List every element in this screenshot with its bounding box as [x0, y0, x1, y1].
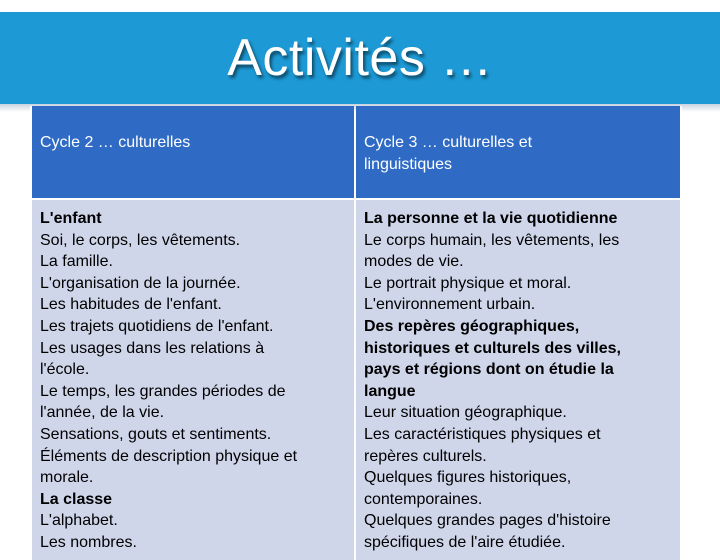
table-line: Les nombres.	[40, 533, 137, 551]
table-line: Le temps, les grandes périodes de	[40, 382, 286, 400]
table-line: l'année, de la vie.	[40, 404, 165, 422]
table-line: contemporaines.	[364, 490, 483, 508]
table-line: pays et régions dont on étudie la	[364, 361, 614, 379]
table-line: Soi, le corps, les vêtements.	[40, 231, 241, 249]
table-line: Les habitudes de l'enfant.	[40, 296, 222, 314]
table-line: Éléments de description physique et	[40, 447, 298, 465]
table-line: Quelques grandes pages d'histoire	[364, 512, 611, 530]
table-line: modes de vie.	[364, 253, 464, 271]
table-line: Le portrait physique et moral.	[364, 274, 572, 292]
table-line: l'école.	[40, 361, 90, 379]
header-cycle-2	[32, 106, 354, 198]
table-line: L'environnement urbain.	[364, 296, 536, 314]
cycle-2-content	[32, 200, 354, 560]
table-line: L'enfant	[40, 210, 102, 227]
table-line: Les caractéristiques physiques et	[364, 425, 601, 443]
table-line: La personne et la vie quotidienne	[364, 210, 618, 227]
header-line: linguistiques	[364, 155, 453, 173]
table-line: Sensations, gouts et sentiments.	[40, 425, 272, 443]
table-line: Les usages dans les relations à	[40, 339, 265, 357]
table-line: La famille.	[40, 253, 113, 271]
table-line: Quelques figures historiques,	[364, 469, 572, 487]
table-line: spécifiques de l'aire étudiée.	[364, 533, 566, 551]
table-line: langue	[364, 382, 416, 400]
header-cycle-3	[356, 106, 680, 198]
table-line: L'alphabet.	[40, 512, 118, 530]
slide-title: Activités …	[227, 29, 493, 87]
table-line: Leur situation géographique.	[364, 404, 567, 422]
table-line: morale.	[40, 469, 94, 487]
table-line: Des repères géographiques,	[364, 317, 580, 335]
activities-table	[30, 106, 682, 551]
table-line: Les trajets quotidiens de l'enfant.	[40, 317, 274, 335]
table-line: La classe	[40, 490, 113, 508]
table-line: historiques et culturels des villes,	[364, 339, 621, 357]
cycle-3-content	[356, 200, 680, 560]
header-line: Cycle 3 … culturelles et	[364, 134, 533, 151]
header-line: Cycle 2 … culturelles	[40, 134, 191, 151]
top-strip	[0, 0, 720, 12]
table-line: Le corps humain, les vêtements, les	[364, 231, 620, 249]
table-line: L'organisation de la journée.	[40, 274, 241, 292]
table-line: repères culturels.	[364, 447, 487, 465]
